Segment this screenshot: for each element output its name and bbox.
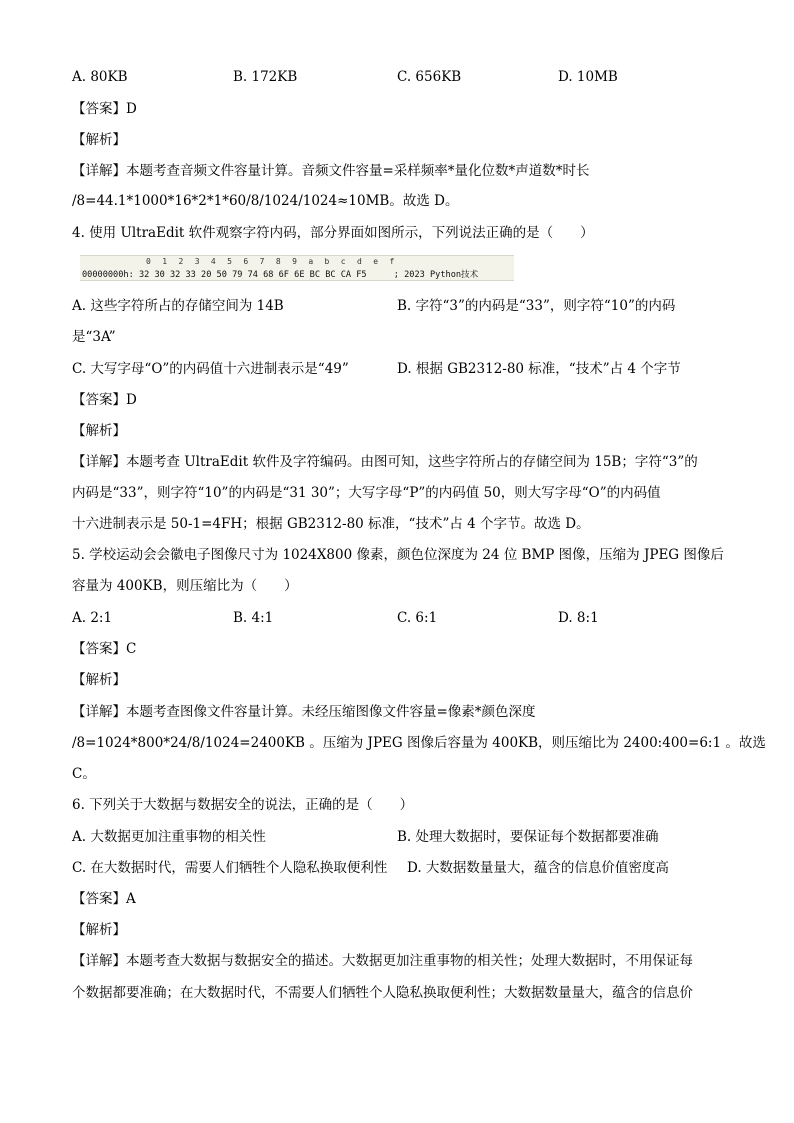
q5-stem-line-2: 容量为 400KB，则压缩比为（ ） bbox=[72, 578, 298, 594]
q5-option-b: B. 4:1 bbox=[233, 610, 274, 626]
hex-text: ; 2023 Python技术 bbox=[393, 270, 479, 280]
q5-stem-line-1: 5. 学校运动会会徽电子图像尺寸为 1024X800 像素，颜色位深度为 24 位 BMP 图像，压缩为 JPEG 图像后 bbox=[72, 547, 724, 563]
q5-detail-line-3: C。 bbox=[72, 766, 96, 782]
q4-option-c: C. 大写字母“O”的内码值十六进制表示是“49” bbox=[72, 361, 349, 377]
q6-option-a: A. 大数据更加注重事物的相关性 bbox=[72, 829, 266, 845]
q6-option-d: D. 大数据数量量大，蕴含的信息价值密度高 bbox=[407, 860, 669, 876]
q3-detail-line-1: 【详解】本题考查音频文件容量计算。音频文件容量=采样频率*量化位数*声道数*时长 bbox=[72, 163, 590, 179]
q3-option-c: C. 656KB bbox=[397, 69, 462, 85]
q4-detail-line-2: 内码是“33”，则字符“10”的内码是“31 30”；大写字母“P”的内码值 50，则大写字母“O”的内码值 bbox=[72, 485, 661, 501]
q5-option-d: D. 8:1 bbox=[558, 610, 599, 626]
q5-detail-line-2: /8=1024*800*24/8/1024=2400KB 。压缩为 JPEG 图像后容量为 400KB，则压缩比为 2400:400=6:1 。故选 bbox=[72, 735, 766, 751]
q4-option-b: B. 字符“3”的内码是“33”，则字符“10”的内码 bbox=[397, 298, 676, 314]
q3-analysis-label: 【解析】 bbox=[72, 132, 126, 148]
q3-option-d: D. 10MB bbox=[558, 69, 618, 85]
q3-detail-line-2: /8=44.1*1000*16*2*1*60/8/1024/1024≈10MB。故选 D。 bbox=[72, 193, 459, 209]
q6-detail-line-1: 【详解】本题考查大数据与数据安全的描述。大数据更加注重事物的相关性；处理大数据时，不用保证每 bbox=[72, 953, 693, 969]
q5-analysis-label: 【解析】 bbox=[72, 672, 126, 688]
q5-option-a: A. 2:1 bbox=[72, 610, 113, 626]
hex-offset: 00000000h: bbox=[82, 270, 134, 280]
q6-detail-line-2: 个数据都要准确；在大数据时代，不需要人们牺牲个人隐私换取便利性；大数据数量量大，蕴含的信息价 bbox=[72, 985, 693, 1001]
q4-analysis-label: 【解析】 bbox=[72, 423, 126, 439]
q4-option-d: D. 根据 GB2312-80 标准，“技术”占 4 个字节 bbox=[397, 361, 681, 377]
q6-stem: 6. 下列关于大数据与数据安全的说法，正确的是（ ） bbox=[72, 797, 414, 813]
hex-data-row bbox=[82, 268, 478, 280]
q6-answer: 【答案】A bbox=[72, 891, 136, 907]
q4-answer: 【答案】D bbox=[72, 392, 137, 408]
q4-detail-line-3: 十六进制表示是 50-1=4FH；根据 GB2312-80 标准，“技术”占 4 个字节。故选 D。 bbox=[72, 516, 590, 532]
q6-option-c: C. 在大数据时代，需要人们牺牲个人隐私换取便利性 bbox=[72, 860, 388, 876]
q5-option-c: C. 6:1 bbox=[397, 610, 438, 626]
q5-detail-line-1: 【详解】本题考查图像文件容量计算。未经压缩图像文件容量=像素*颜色深度 bbox=[72, 704, 536, 720]
hex-bytes: 32 30 32 33 20 50 79 74 68 6F 6E BC BC CA F5 bbox=[138, 270, 367, 280]
q3-option-b: B. 172KB bbox=[233, 69, 298, 85]
q3-answer: 【答案】D bbox=[72, 101, 137, 117]
q4-option-a: A. 这些字符所占的存储空间为 14B bbox=[72, 298, 284, 314]
q5-answer: 【答案】C bbox=[72, 641, 137, 657]
q4-detail-line-1: 【详解】本题考查 UltraEdit 软件及字符编码。由图可知，这些字符所占的存储空间为 15B；字符“3”的 bbox=[72, 454, 698, 470]
q4-option-b-continued: 是“3A” bbox=[72, 329, 116, 345]
q4-stem: 4. 使用 UltraEdit 软件观察字符内码，部分界面如图所示，下列说法正确的是（ ） bbox=[72, 225, 594, 241]
q6-analysis-label: 【解析】 bbox=[72, 922, 126, 938]
q6-option-b: B. 处理大数据时，要保证每个数据都要准确 bbox=[397, 829, 659, 845]
q3-option-a: A. 80KB bbox=[72, 69, 128, 85]
hex-column-ruler: 0 1 2 3 4 5 6 7 8 9 a b c d e f bbox=[146, 257, 398, 266]
